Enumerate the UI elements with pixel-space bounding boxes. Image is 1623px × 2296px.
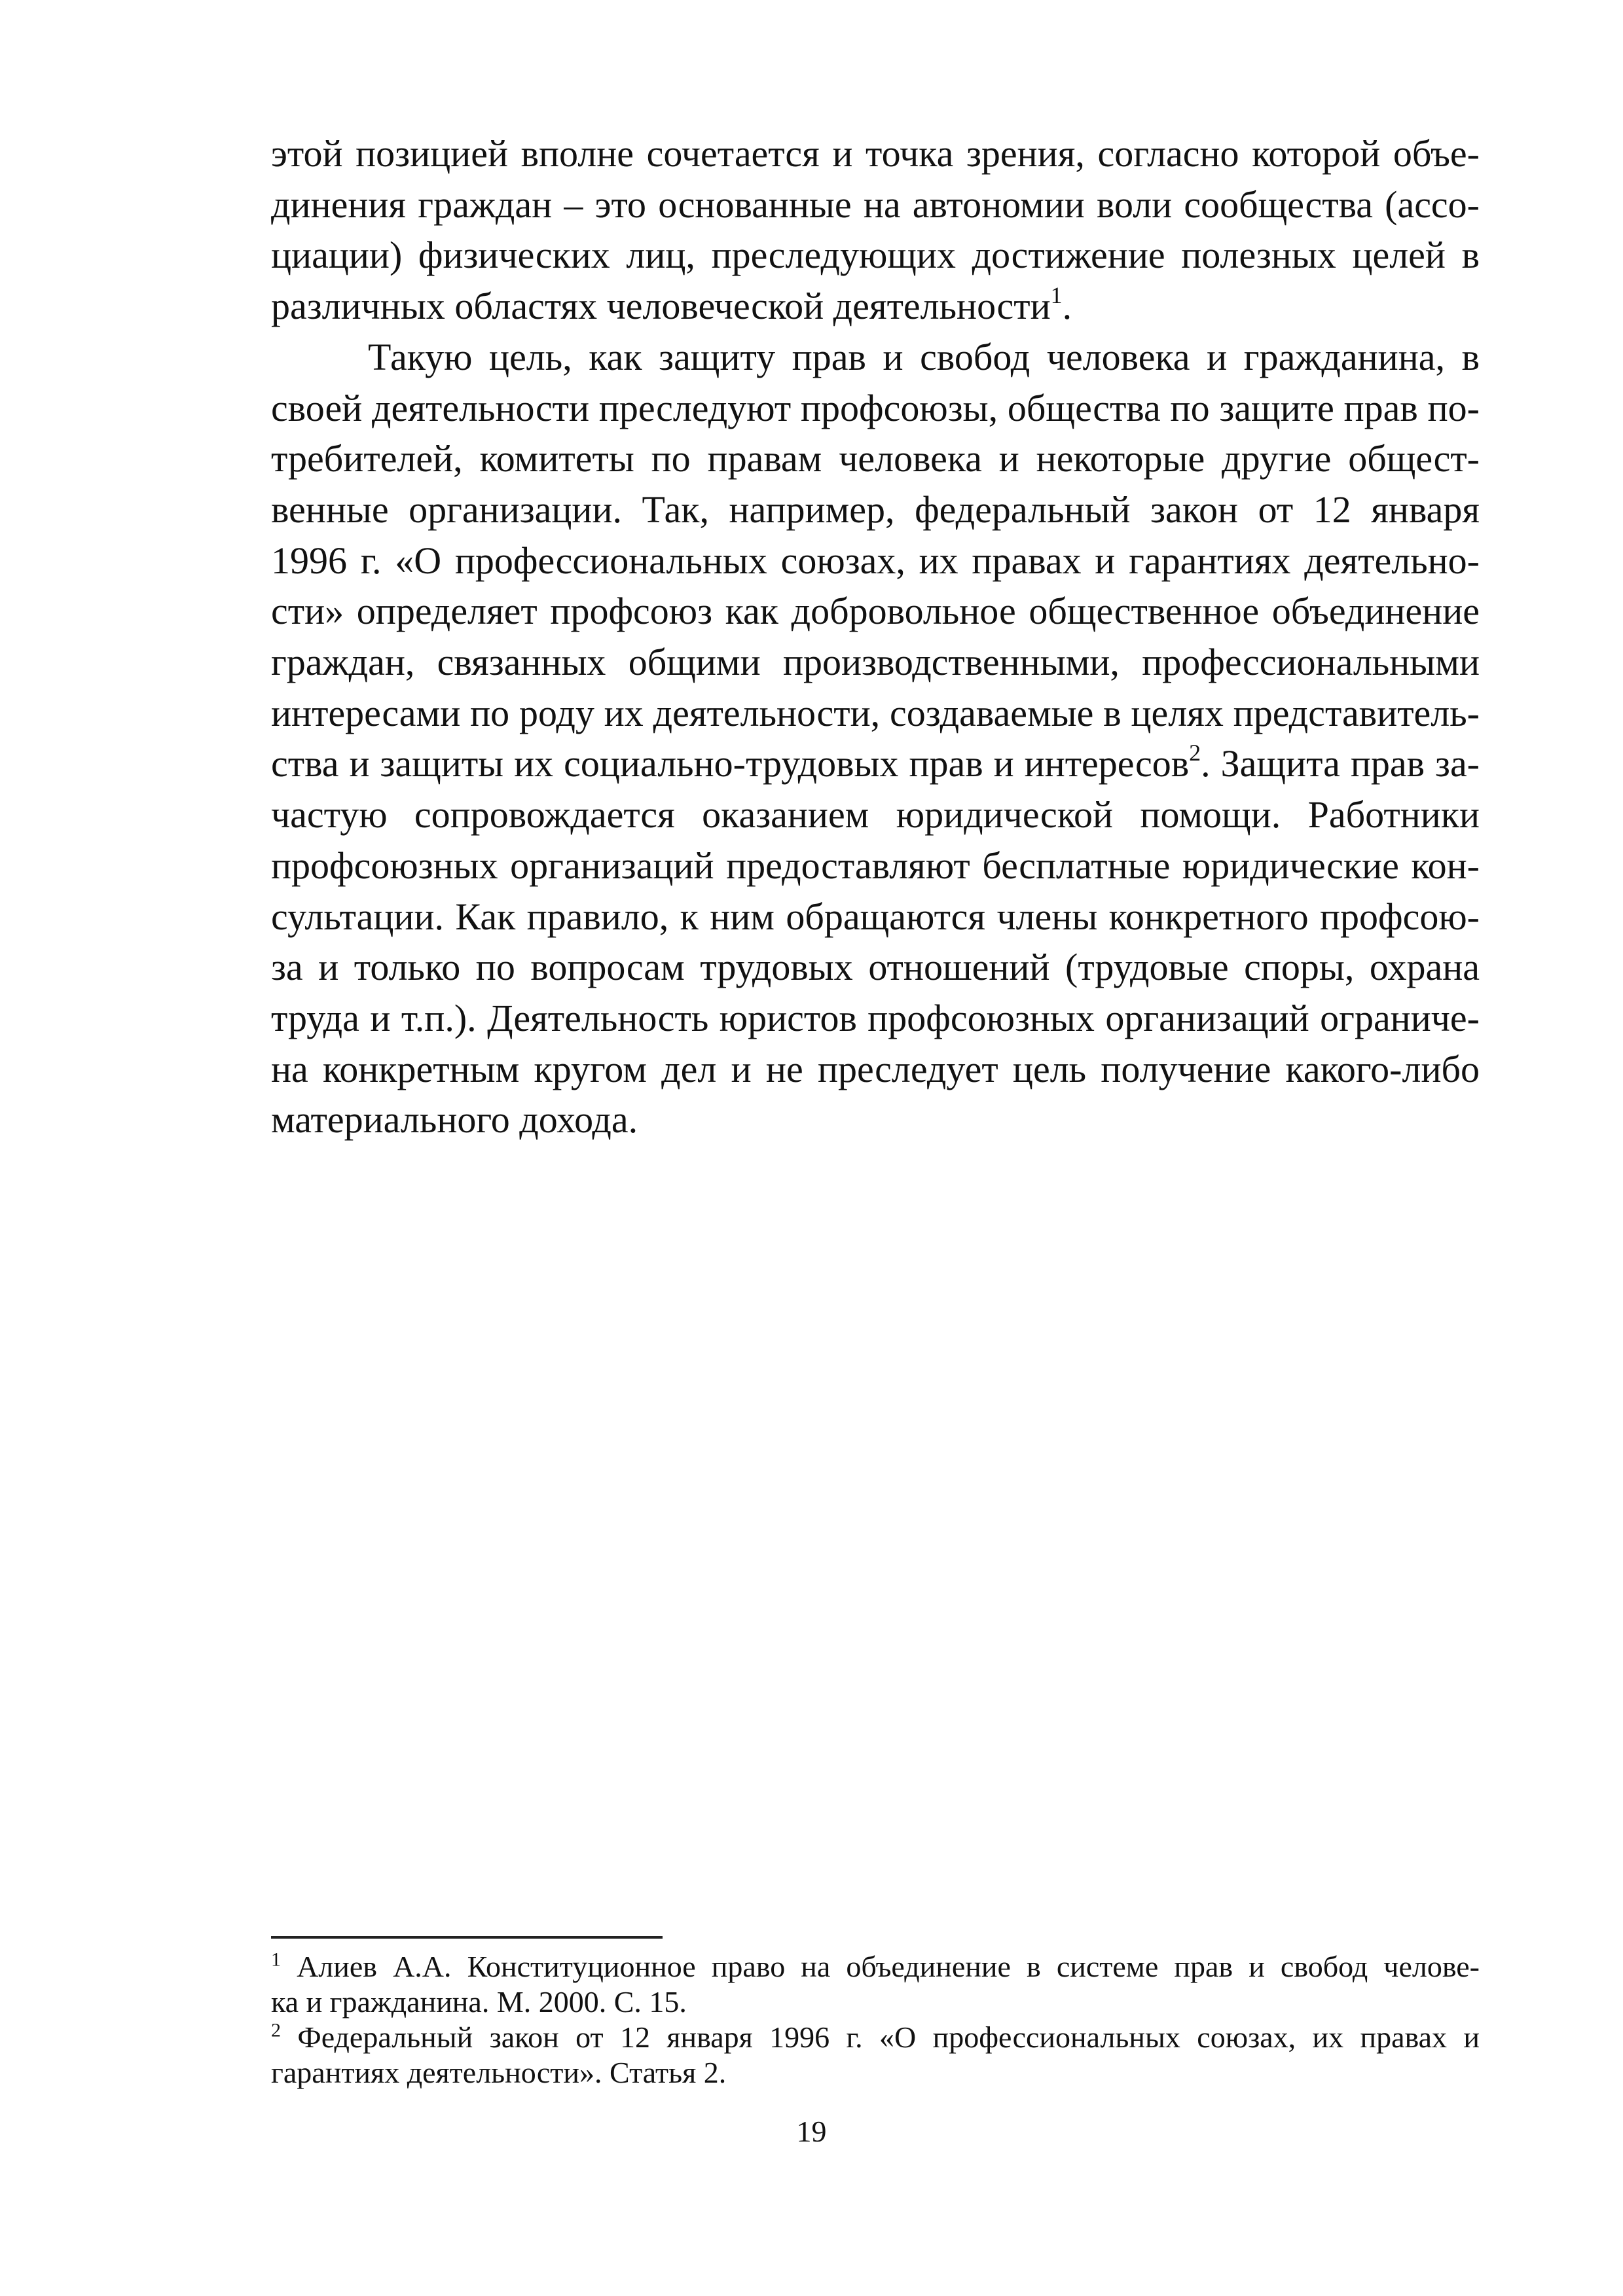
text-line [271,738,1480,789]
text-line: частую сопровождается оказанием юридической помощи. Работники [271,793,1480,836]
text-line: 1996 г. «О профессиональных союзах, их правах и гарантиях деятельно- [271,539,1480,582]
text-line: профсоюзных организаций предоставляют бесплатные юридические кон- [271,844,1480,887]
footnote-line: ка и гражданина. М. 2000. С. 15. [271,1985,687,2018]
footnote-line: гарантиях деятельности». Статья 2. [271,2056,727,2089]
text-line: на конкретным кругом дел и не преследует цель получение какого-либо [271,1047,1480,1090]
paragraph [271,128,1480,332]
text-line: этой позицией вполне сочетается и точка зрения, согласно которой объе- [271,132,1480,175]
text-fragment: . Защита прав за- [1201,742,1480,785]
footnote [271,2020,1480,2090]
text-line [271,281,1480,332]
text-line: сультации. Как правило, к ним обращаются члены конкретного профсою- [271,895,1480,938]
text-line: требителей, комитеты по правам человека и некоторые другие общест- [271,437,1480,480]
footnote-reference: 2 [1189,740,1201,766]
text-line: сти» определяет профсоюз как добровольное общественное объединение [271,590,1480,633]
text-fragment: ства и защиты их социально-трудовых прав и интересов [271,742,1190,785]
text-line: динения граждан – это основанные на автономии воли сообщества (ассо- [271,183,1480,226]
text-line: труда и т.п.). Деятельность юристов профсоюзных организаций ограниче- [271,996,1480,1039]
text-fragment: различных областях человеческой деятельности [271,285,1051,328]
page-number: 19 [796,2115,827,2148]
footnote-text: Алиев А.А. Конституционное право на объединение в системе прав и свобод челове- [297,1950,1480,1983]
footnote-text: Федеральный закон от 12 января 1996 г. «О профессиональных союзах, их правах и [297,2020,1480,2054]
text-fragment: . [1062,285,1072,328]
footnote-reference: 1 [1050,281,1063,308]
footnote-line [271,2020,1480,2055]
paragraph [271,332,1480,1145]
text-line: граждан, связанных общими производственными, профессиональными [271,641,1480,684]
text-line: своей деятельности преследуют профсоюзы, общества по защите прав по- [271,386,1480,429]
footnotes [271,1949,1480,2090]
text-line: венные организации. Так, например, федеральный закон от 12 января [271,488,1480,531]
body-text [271,128,1480,1145]
footnote-number: 2 [271,2019,281,2041]
text-line: материального дохода. [271,1098,638,1141]
text-line: циации) физических лиц, преследующих достижение полезных целей в [271,234,1480,277]
footnote [271,1949,1480,2020]
text-line: за и только по вопросам трудовых отношений (трудовые споры, охрана [271,946,1480,989]
footnote-number: 1 [271,1948,281,1971]
footnote-separator [271,1936,663,1939]
footnote-line [271,1949,1480,1984]
text-line: Такую цель, как защиту прав и свобод человека и гражданина, в [368,335,1480,378]
text-line: интересами по роду их деятельности, создаваемые в целях представитель- [271,691,1480,734]
